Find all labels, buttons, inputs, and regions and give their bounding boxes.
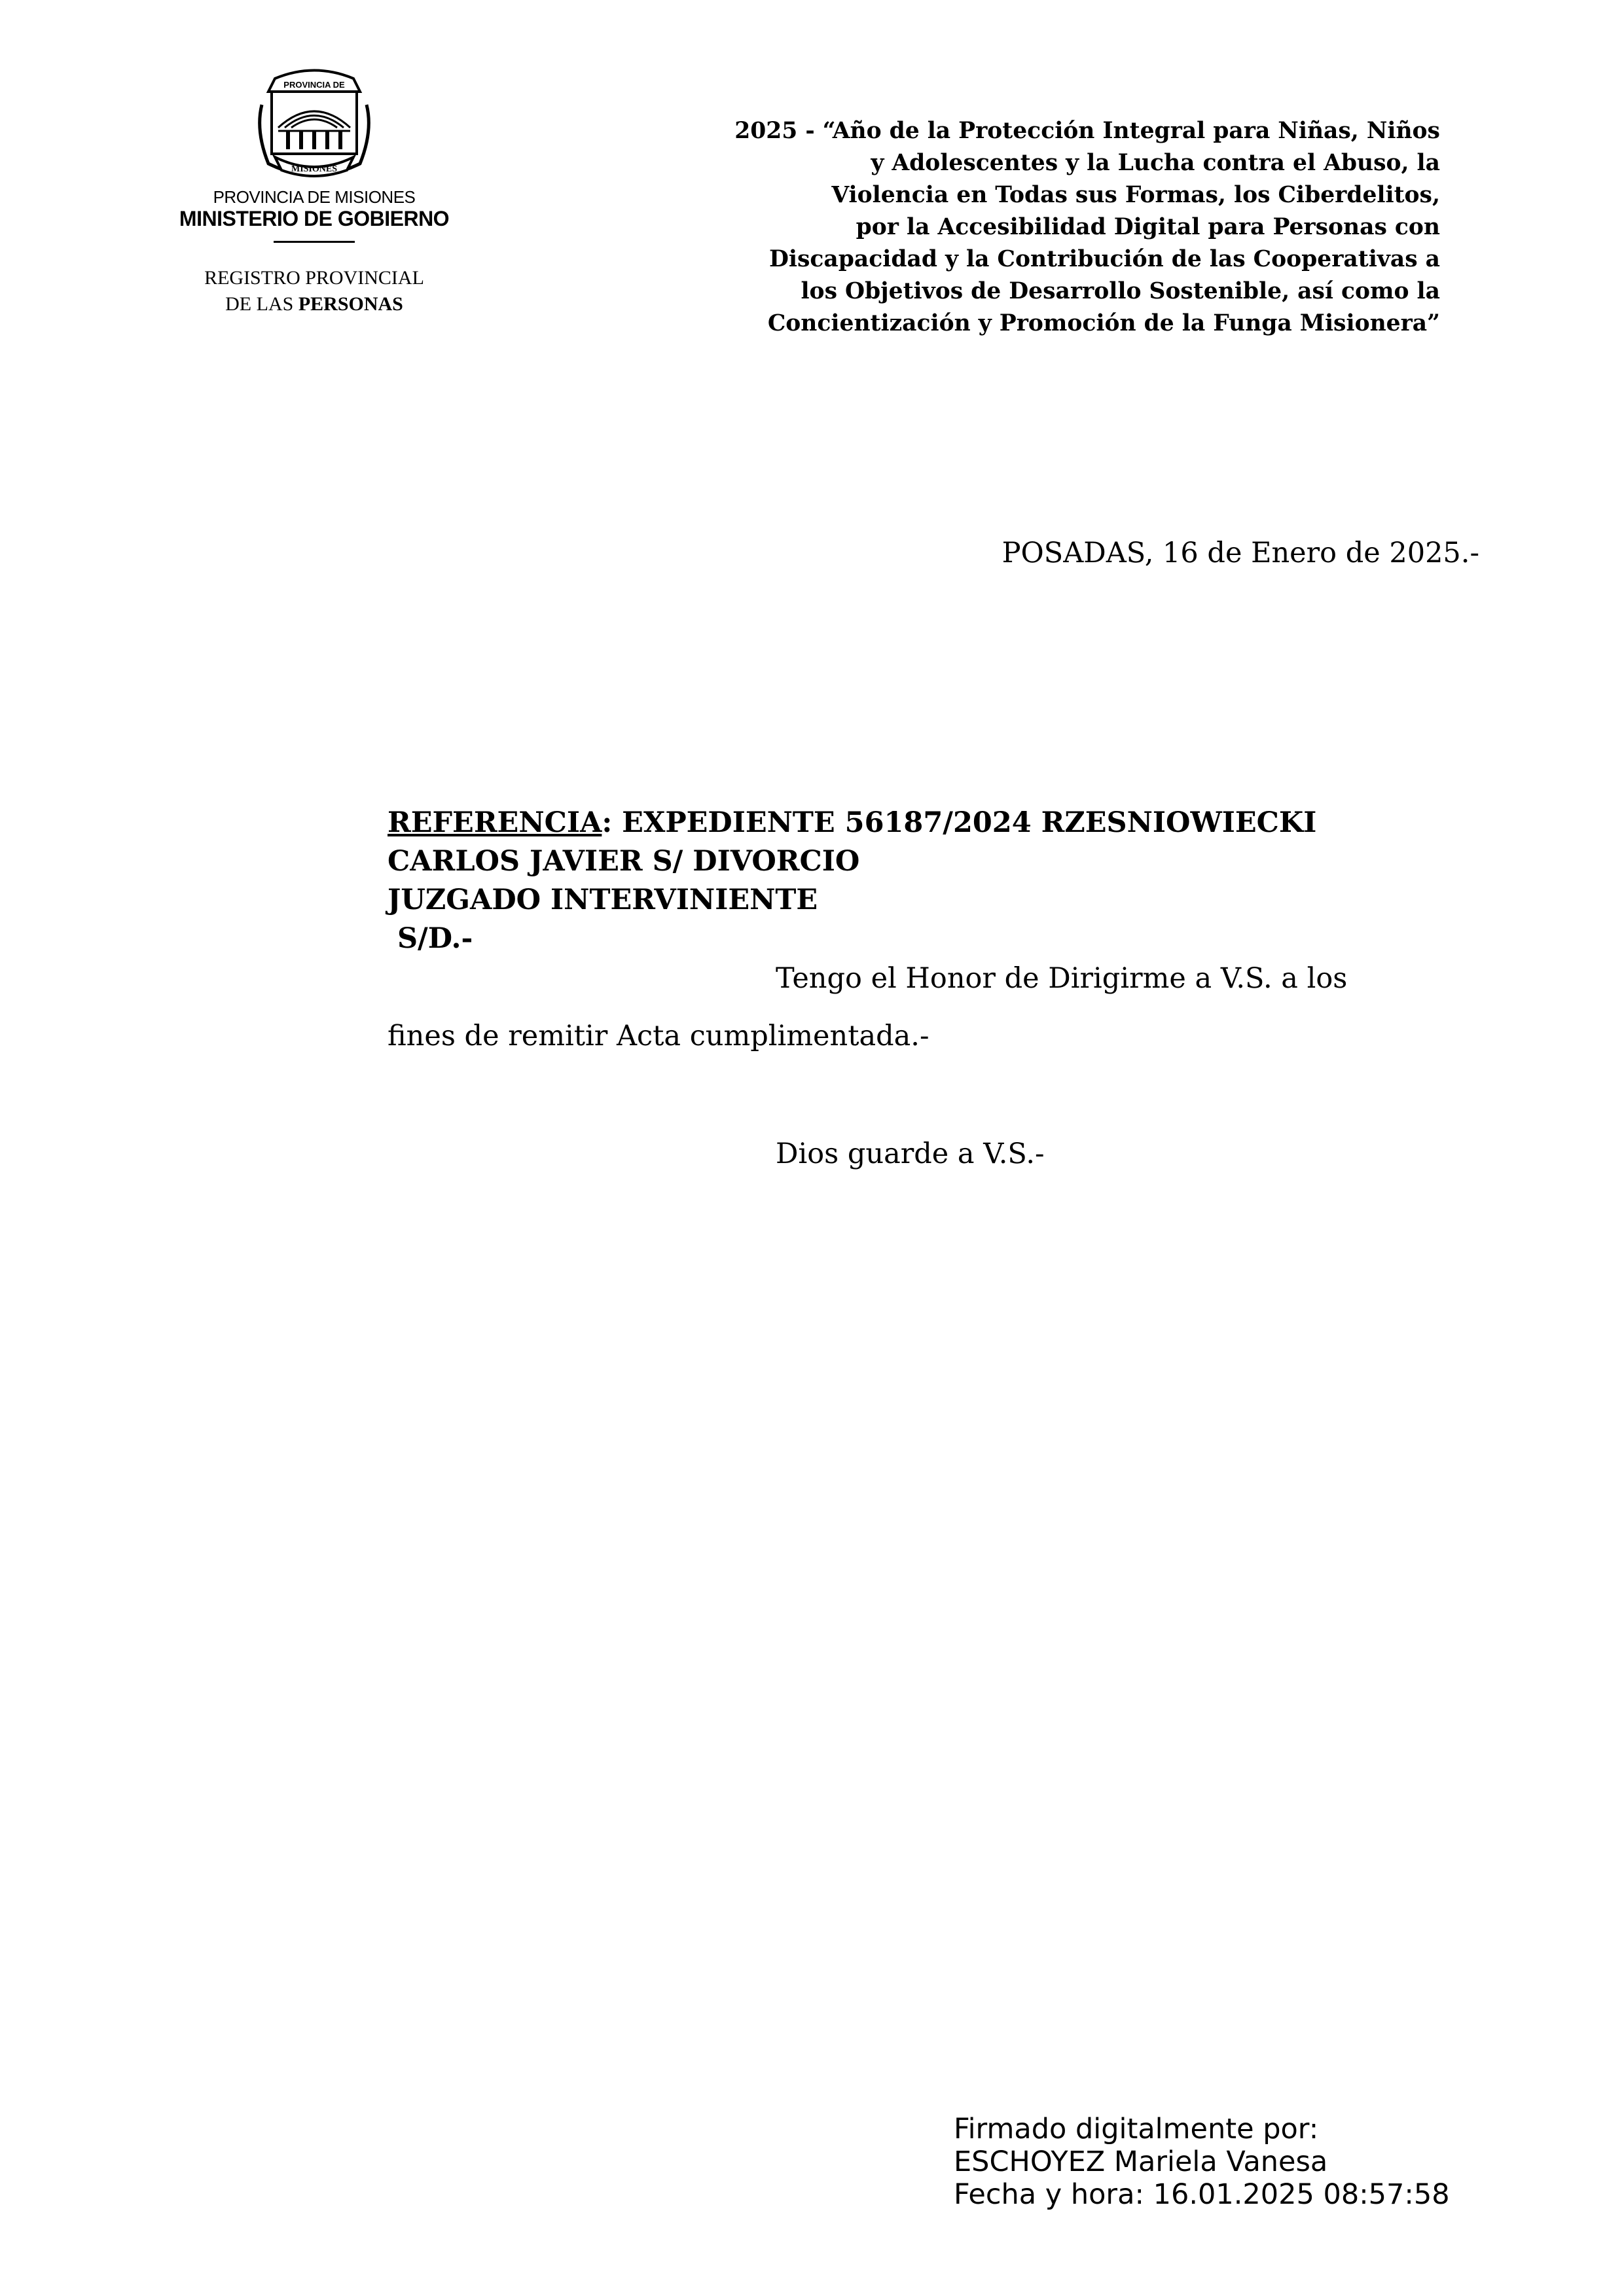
motto-line: y Adolescentes y la Lucha contra el Abuso, la (871, 150, 1440, 176)
ministry-divider (274, 241, 355, 243)
svg-text:PROVINCIA DE: PROVINCIA DE (283, 80, 345, 90)
ministry-name: MINISTERIO DE GOBIERNO (179, 207, 450, 230)
motto-line: Discapacidad y la Contribución de las Cooperativas a (768, 246, 1440, 272)
motto-line: los Objetivos de Desarrollo Sostenible, así como la (801, 278, 1440, 304)
body-line-1: Tengo el Honor de Dirigirme a V.S. a los (776, 962, 1348, 995)
signature-line-3: Fecha y hora: 16.01.2025 08:57:58 (954, 2178, 1450, 2211)
signature-line-2: ESCHOYEZ Mariela Vanesa (954, 2145, 1328, 2178)
motto-line: Concientización y Promoción de la Funga Misionera” (767, 310, 1440, 336)
body-line-2: fines de remitir Acta cumplimentada.- (388, 1020, 929, 1052)
signature-line-1: Firmado digitalmente por: (954, 2113, 1319, 2145)
date-line: POSADAS, 16 de Enero de 2025.- (1001, 537, 1479, 569)
reference-line-3: JUZGADO INTERVINIENTE (388, 884, 818, 916)
reference-case: : EXPEDIENTE 56187/2024 RZESNIOWIECKI (602, 806, 1317, 839)
motto-line: 2025 - “Año de la Protección Integral para Niñas, Niños (734, 118, 1440, 144)
province-name: PROVINCIA DE MISIONES (213, 187, 416, 207)
reference-line-2: CARLOS JAVIER S/ DIVORCIO (388, 845, 860, 878)
closing-line: Dios guarde a V.S.- (776, 1138, 1045, 1170)
year-motto (628, 115, 1440, 340)
registry-line-2 (157, 293, 471, 315)
reference-block (388, 804, 1513, 958)
digital-signature (954, 2113, 1490, 2211)
registry-line-2-prefix: DE LAS (225, 293, 294, 315)
registry-line-2-bold: PERSONAS (298, 293, 403, 315)
reference-label: REFERENCIA (388, 806, 602, 839)
motto-line: por la Accesibilidad Digital para Personas con (856, 214, 1440, 240)
reference-line-4: S/D.- (388, 922, 473, 955)
motto-line: Violencia en Todas sus Formas, los Ciberdelitos, (831, 182, 1440, 208)
reference-line-1 (388, 804, 1513, 842)
coat-of-arms-logo (249, 65, 380, 183)
svg-text:MISIONES: MISIONES (291, 164, 338, 174)
registry-line-1: REGISTRO PROVINCIAL (204, 267, 424, 289)
